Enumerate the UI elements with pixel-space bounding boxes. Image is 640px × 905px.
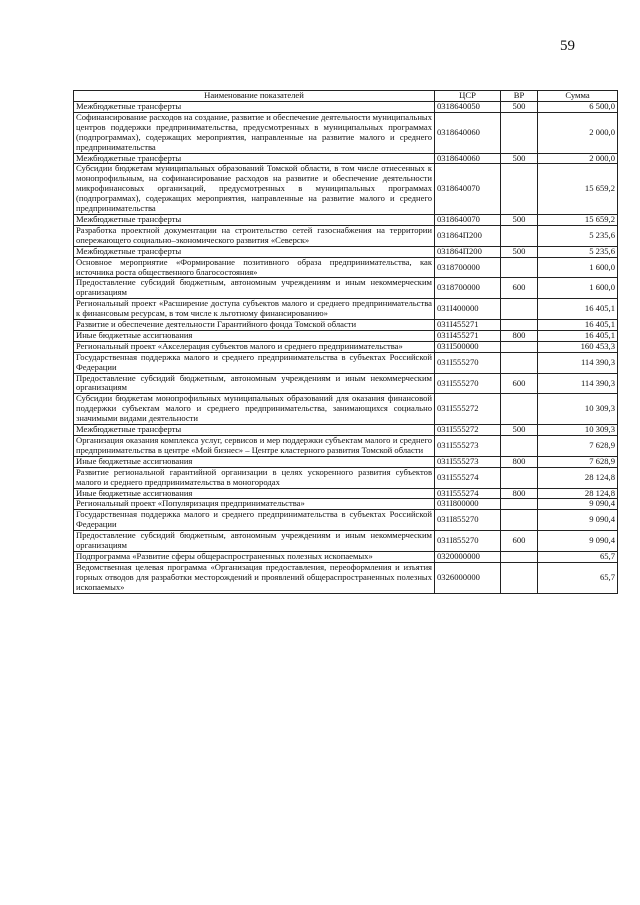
table-row [74,499,618,510]
cell-sum: 9 090,4 [538,531,618,552]
cell-csr: 031I400000 [435,299,501,320]
cell-vr [501,467,538,488]
cell-vr: 500 [501,246,538,257]
header-name: Наименование показателей [74,91,435,102]
cell-sum: 9 090,4 [538,510,618,531]
cell-vr: 500 [501,214,538,225]
cell-csr: 0320000000 [435,551,501,562]
cell-csr: 031I555273 [435,456,501,467]
cell-csr: 0326000000 [435,562,501,593]
cell-csr: 0318700000 [435,257,501,278]
table-row [74,456,618,467]
budget-table [73,90,618,594]
cell-vr [501,562,538,593]
cell-csr: 0318640060 [435,112,501,153]
cell-name: Государственная поддержка малого и среднего предпринимательства в субъектах Российской Федерации [74,352,435,373]
cell-name: Ведомственная целевая программа «Организация предоставления, переоформления и изъятия горных отводов для разработки месторождений и проявлений общераспространенных полезных ископаемых» [74,562,435,593]
cell-sum: 114 390,3 [538,373,618,394]
cell-vr [501,510,538,531]
cell-vr [501,394,538,425]
page-number: 59 [560,38,575,54]
cell-vr: 500 [501,153,538,164]
cell-sum: 15 659,2 [538,214,618,225]
table-row [74,488,618,499]
header-vr: ВР [501,91,538,102]
cell-sum: 16 405,1 [538,330,618,341]
cell-sum: 10 309,3 [538,394,618,425]
table-row [74,425,618,436]
cell-csr: 0318640070 [435,214,501,225]
table-row [74,436,618,457]
table-row [74,551,618,562]
cell-sum: 65,7 [538,551,618,562]
cell-name: Предоставление субсидий бюджетным, автономным учреждениям и иным некоммерческим организациям [74,531,435,552]
cell-sum: 5 235,6 [538,246,618,257]
cell-name: Иные бюджетные ассигнования [74,330,435,341]
table-row [74,531,618,552]
cell-sum: 7 628,9 [538,456,618,467]
cell-sum: 28 124,8 [538,467,618,488]
cell-csr: 031I555273 [435,436,501,457]
cell-vr [501,352,538,373]
cell-csr: 0318700000 [435,278,501,299]
table-row [74,510,618,531]
table-row [74,278,618,299]
cell-name: Разработка проектной документации на строительство сетей газоснабжения на территории опережающего социально–экономического развития «Северск» [74,225,435,246]
cell-csr: 0318640070 [435,164,501,215]
cell-name: Иные бюджетные ассигнования [74,456,435,467]
cell-name: Организация оказания комплекса услуг, сервисов и мер поддержки субъектам малого и среднего предпринимательства в центре «Мой бизнес» – Центре кластерного развития Томской области [74,436,435,457]
cell-name: Межбюджетные трансферты [74,214,435,225]
table-row [74,341,618,352]
table-row [74,320,618,331]
cell-csr: 031I555274 [435,467,501,488]
cell-vr: 500 [501,102,538,113]
cell-csr: 0318640060 [435,153,501,164]
cell-sum: 1 600,0 [538,257,618,278]
cell-vr: 600 [501,278,538,299]
cell-name: Межбюджетные трансферты [74,246,435,257]
cell-csr: 031I555272 [435,394,501,425]
cell-csr: 031864П200 [435,246,501,257]
cell-name: Региональный проект «Акселерация субъектов малого и среднего предпринимательства» [74,341,435,352]
cell-sum: 65,7 [538,562,618,593]
cell-sum: 7 628,9 [538,436,618,457]
cell-name: Межбюджетные трансферты [74,425,435,436]
cell-sum: 160 453,3 [538,341,618,352]
cell-sum: 114 390,3 [538,352,618,373]
cell-name: Развитие и обеспечение деятельности Гарантийного фонда Томской области [74,320,435,331]
table-row [74,299,618,320]
table-row [74,246,618,257]
table-row [74,352,618,373]
cell-name: Межбюджетные трансферты [74,102,435,113]
cell-vr [501,112,538,153]
cell-name: Иные бюджетные ассигнования [74,488,435,499]
cell-vr [501,225,538,246]
cell-csr: 031I555274 [435,488,501,499]
header-sum: Сумма [538,91,618,102]
table-row [74,330,618,341]
cell-sum: 15 659,2 [538,164,618,215]
cell-vr: 800 [501,488,538,499]
cell-name: Подпрограмма «Развитие сферы общераспространенных полезных ископаемых» [74,551,435,562]
table-row [74,257,618,278]
table-row [74,562,618,593]
header-csr: ЦСР [435,91,501,102]
cell-sum: 2 000,0 [538,112,618,153]
cell-vr [501,320,538,331]
cell-csr: 031I455271 [435,330,501,341]
cell-sum: 16 405,1 [538,320,618,331]
cell-vr: 600 [501,531,538,552]
cell-name: Государственная поддержка малого и среднего предпринимательства в субъектах Российской Федерации [74,510,435,531]
cell-vr: 800 [501,456,538,467]
cell-vr: 600 [501,373,538,394]
cell-csr: 031I455271 [435,320,501,331]
cell-sum: 5 235,6 [538,225,618,246]
cell-name: Региональный проект «Популяризация предпринимательства» [74,499,435,510]
cell-csr: 031I500000 [435,341,501,352]
cell-sum: 2 000,0 [538,153,618,164]
table-header-row [74,91,618,102]
cell-name: Развитие региональной гарантийной организации в целях ускоренного развития субъектов малого и среднего предпринимательства в моногородах [74,467,435,488]
cell-name: Субсидии бюджетам муниципальных образований Томской области, в том числе отнесенных к монопрофильным, на софинансирование расходов на развитие и обеспечение деятельности микрофинансовых организаций, предусмотренных в муниципальных программах (подпрограммах), содержащих мероприятия, направленные на развитие малого и среднего предпринимательства [74,164,435,215]
cell-name: Софинансирование расходов на создание, развитие и обеспечение деятельности муниципальных центров поддержки предпринимательства, предусмотренных в муниципальных программах (подпрограммах), содержащих мероприятия, направленные на развитие малого и среднего предпринимательства [74,112,435,153]
cell-vr: 500 [501,425,538,436]
table-row [74,373,618,394]
table-row [74,153,618,164]
table-row [74,225,618,246]
cell-name: Региональный проект «Расширение доступа субъектов малого и среднего предпринимательства к финансовым ресурсам, в том числе к льготному финансированию» [74,299,435,320]
cell-name: Межбюджетные трансферты [74,153,435,164]
cell-vr [501,257,538,278]
cell-vr [501,164,538,215]
table-row [74,112,618,153]
table-row [74,467,618,488]
cell-name: Основное мероприятие «Формирование позитивного образа предпринимательства, как источника роста общественного благосостояния» [74,257,435,278]
cell-csr: 0318640050 [435,102,501,113]
cell-vr [501,499,538,510]
cell-sum: 16 405,1 [538,299,618,320]
cell-name: Субсидии бюджетам монопрофильных муниципальных образований для оказания финансовой поддержки субъектам малого и среднего предпринимательства, занимающихся социально значимыми видами деятельности [74,394,435,425]
cell-sum: 28 124,8 [538,488,618,499]
cell-vr: 800 [501,330,538,341]
cell-vr [501,436,538,457]
table-row [74,394,618,425]
cell-vr [501,341,538,352]
cell-csr: 031I555272 [435,425,501,436]
cell-sum: 1 600,0 [538,278,618,299]
table-row [74,164,618,215]
cell-name: Предоставление субсидий бюджетным, автономным учреждениям и иным некоммерческим организациям [74,373,435,394]
cell-csr: 031I555270 [435,373,501,394]
cell-csr: 031I555270 [435,352,501,373]
cell-csr: 031I800000 [435,499,501,510]
table-row [74,214,618,225]
cell-csr: 031I855270 [435,510,501,531]
table-row [74,102,618,113]
cell-vr [501,299,538,320]
cell-csr: 031864П200 [435,225,501,246]
cell-csr: 031I855270 [435,531,501,552]
cell-sum: 10 309,3 [538,425,618,436]
cell-sum: 9 090,4 [538,499,618,510]
cell-sum: 6 500,0 [538,102,618,113]
cell-vr [501,551,538,562]
cell-name: Предоставление субсидий бюджетным, автономным учреждениям и иным некоммерческим организациям [74,278,435,299]
